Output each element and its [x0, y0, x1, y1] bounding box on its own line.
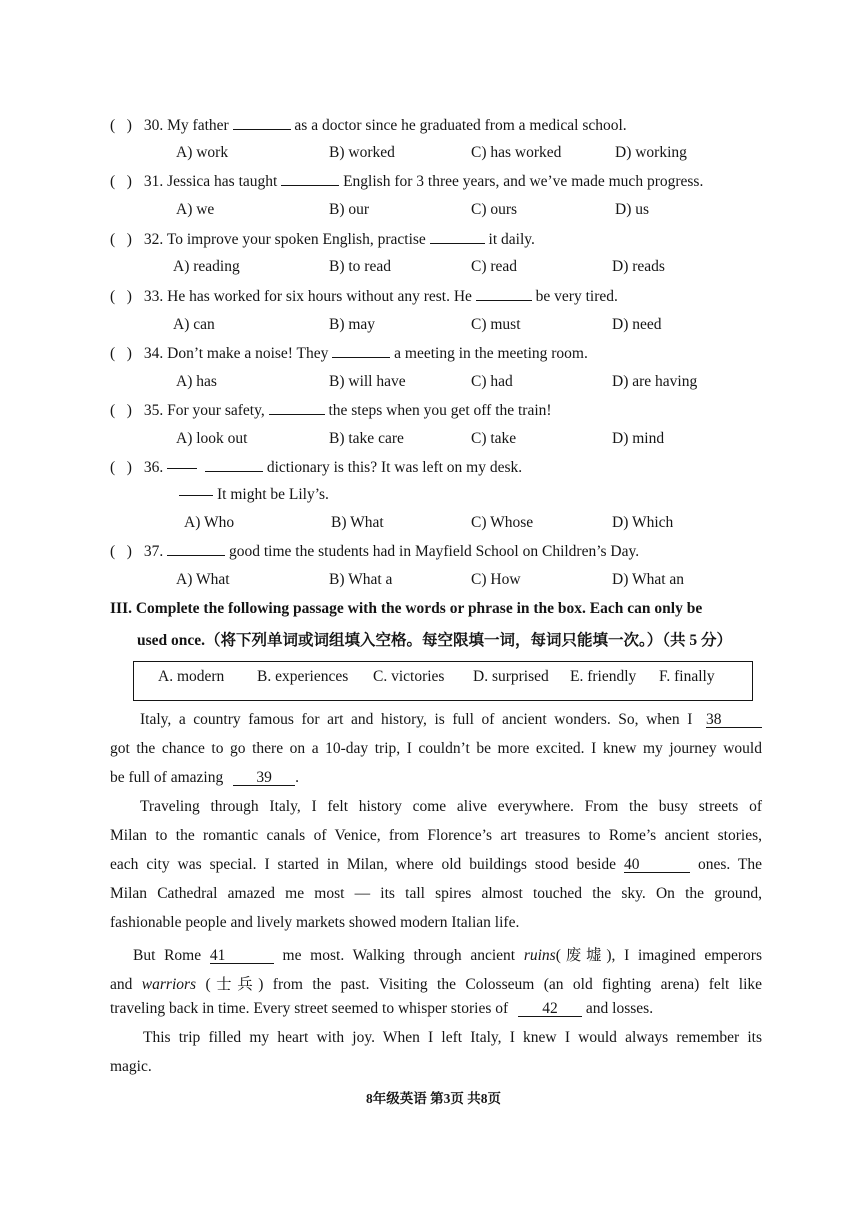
passage-line: This trip filled my heart with joy. When I left Italy, I knew I would always remember its: [143, 1029, 762, 1046]
option-c: C) read: [471, 258, 518, 275]
question-number: 33.: [143, 288, 164, 305]
option-b: B) to read: [329, 258, 391, 275]
word-option-d: D. surprised: [473, 668, 549, 685]
question-text: good time the students had in Mayfield School on Children’s Day.: [229, 543, 640, 560]
passage-text: .: [295, 769, 299, 786]
option-c: C) has worked: [471, 144, 562, 161]
option-a: A) can: [173, 316, 215, 333]
question-35: [110, 401, 552, 420]
word-option-f: F. finally: [659, 668, 715, 685]
passage-text: traveling back in time. Every street seemed to whisper stories of: [110, 1000, 509, 1017]
answer-blank: [281, 172, 339, 186]
question-text: Don’t make a noise! They: [167, 345, 329, 362]
answer-bracket: ( ): [110, 231, 132, 248]
option-d: D) are having: [612, 373, 698, 390]
answer-bracket: ( ): [110, 459, 132, 476]
question-33: [110, 287, 618, 306]
word-option-a: A. modern: [158, 668, 225, 685]
option-d: D) reads: [612, 258, 665, 275]
blank-39: 39: [233, 770, 295, 786]
answer-bracket: ( ): [110, 117, 132, 134]
question-text: For your safety,: [167, 402, 265, 419]
blank-41: 41: [210, 948, 274, 964]
option-c: C) ours: [471, 201, 518, 218]
blank-38: 38: [706, 712, 762, 728]
passage-text: and losses.: [585, 1000, 654, 1017]
question-number: 35.: [143, 402, 164, 419]
passage-text: (士兵) from the past. Visiting the Colosseum (an old fighting arena) felt like: [205, 976, 763, 993]
option-c: C) take: [471, 430, 517, 447]
passage-line: Traveling through Italy, I felt history come alive everywhere. From the busy streets of: [140, 798, 762, 815]
option-a: A) we: [176, 201, 215, 218]
word-option-b: B. experiences: [257, 668, 349, 685]
passage-text: be full of amazing: [110, 769, 224, 786]
page-footer: 8年级英语 第3页 共8页: [366, 1091, 501, 1106]
option-a: A) reading: [173, 258, 240, 275]
question-text: be very tired.: [535, 288, 618, 305]
passage-line: magic.: [110, 1058, 152, 1075]
passage-text: (废墟), I imagined emperors: [555, 947, 762, 964]
question-text: My father: [167, 117, 229, 134]
answer-bracket: ( ): [110, 543, 132, 560]
passage-text: ones. The: [697, 856, 763, 873]
option-d: D) us: [615, 201, 650, 218]
question-number: 36.: [143, 459, 164, 476]
passage-text: Italy, a country famous for art and history, is full of ancient wonders. So, when I: [140, 711, 693, 728]
passage-text: me most. Walking through ancient: [282, 947, 516, 964]
question-text: To improve your spoken English, practise: [166, 231, 426, 248]
option-b: B) our: [329, 201, 370, 218]
question-text: as a doctor since he graduated from a medical school.: [294, 117, 627, 134]
option-d: D) need: [612, 316, 662, 333]
question-30: [110, 116, 627, 135]
question-31: [110, 172, 703, 191]
answer-bracket: ( ): [110, 345, 132, 362]
dialogue-dash: [167, 468, 197, 469]
question-text: a meeting in the meeting room.: [394, 345, 588, 362]
question-37: [110, 542, 639, 561]
passage-line: [110, 856, 762, 874]
word-option-c: C. victories: [373, 668, 445, 685]
question-text: He has worked for six hours without any rest. He: [167, 288, 472, 305]
answer-bracket: ( ): [110, 173, 132, 190]
question-text: dictionary is this? It was left on my desk.: [266, 459, 523, 476]
question-number: 37.: [143, 543, 164, 560]
section-instructions: used once.（将下列单词或词组填入空格。每空限填一词，每词只能填一次。）（共 5 分）: [137, 632, 733, 649]
answer-blank: [332, 344, 390, 358]
answer-bracket: ( ): [110, 288, 132, 305]
question-number: 34.: [143, 345, 164, 362]
blank-40: 40: [624, 857, 690, 873]
question-text: the steps when you get off the train!: [328, 402, 552, 419]
answer-blank: [167, 542, 225, 556]
question-text: it daily.: [488, 231, 535, 248]
option-c: C) Whose: [471, 514, 534, 531]
answer-blank: [233, 116, 291, 130]
passage-line: [133, 943, 762, 965]
option-b: B) may: [329, 316, 376, 333]
dialogue-reply: [179, 486, 329, 504]
option-a: A) look out: [176, 430, 248, 447]
passage-line: fashionable people and lively markets showed modern Italian life.: [110, 914, 520, 931]
option-d: D) What an: [612, 571, 685, 588]
passage-line: [110, 769, 762, 787]
option-b: B) What a: [329, 571, 393, 588]
question-text: English for 3 three years, and we’ve made much progress.: [343, 173, 704, 190]
reply-text: It might be Lily’s.: [217, 486, 329, 503]
option-b: B) worked: [329, 144, 395, 161]
option-d: D) mind: [612, 430, 665, 447]
answer-blank: [205, 458, 263, 472]
question-34: [110, 344, 588, 363]
option-c: C) had: [471, 373, 513, 390]
passage-line: [140, 711, 762, 729]
question-number: 30.: [143, 117, 164, 134]
blank-42: 42: [518, 1001, 582, 1017]
option-d: D) working: [615, 144, 687, 161]
passage-text: warriors: [141, 976, 197, 993]
option-c: C) How: [471, 571, 521, 588]
passage-text: and: [110, 976, 133, 993]
passage-line: Milan to the romantic canals of Venice, from Florence’s art treasures to Rome’s ancient stories,: [110, 827, 762, 844]
passage-text: each city was special. I started in Milan, where old buildings stood beside: [110, 856, 617, 873]
question-number: 31.: [143, 173, 164, 190]
option-a: A) has: [176, 373, 217, 390]
section-title: III. Complete the following passage with the words or phrase in the box. Each can only be: [110, 600, 703, 617]
option-c: C) must: [471, 316, 521, 333]
question-32: [110, 230, 535, 249]
answer-blank: [269, 401, 325, 415]
option-a: A) What: [176, 571, 230, 588]
question-number: 32.: [143, 231, 164, 248]
passage-line: Milan Cathedral amazed me most — its tall spires almost touched the sky. On the ground,: [110, 885, 762, 902]
passage-line: got the chance to go there on a 10-day trip, I couldn’t be more excited. I knew my journey would: [110, 740, 762, 757]
option-d: D) Which: [612, 514, 674, 531]
option-a: A) work: [176, 144, 229, 161]
dialogue-dash: [179, 495, 213, 496]
answer-blank: [476, 287, 532, 301]
option-b: B) will have: [329, 373, 406, 390]
option-b: B) What: [331, 514, 384, 531]
passage-text: ruins: [523, 947, 556, 964]
question-36: [110, 458, 522, 477]
option-b: B) take care: [329, 430, 404, 447]
passage-line: [110, 972, 762, 994]
passage-text: But Rome: [133, 947, 202, 964]
word-option-e: E. friendly: [570, 668, 637, 685]
option-a: A) Who: [184, 514, 235, 531]
answer-blank: [430, 230, 485, 244]
question-text: Jessica has taught: [167, 173, 278, 190]
passage-line: [110, 1000, 762, 1018]
answer-bracket: ( ): [110, 402, 132, 419]
